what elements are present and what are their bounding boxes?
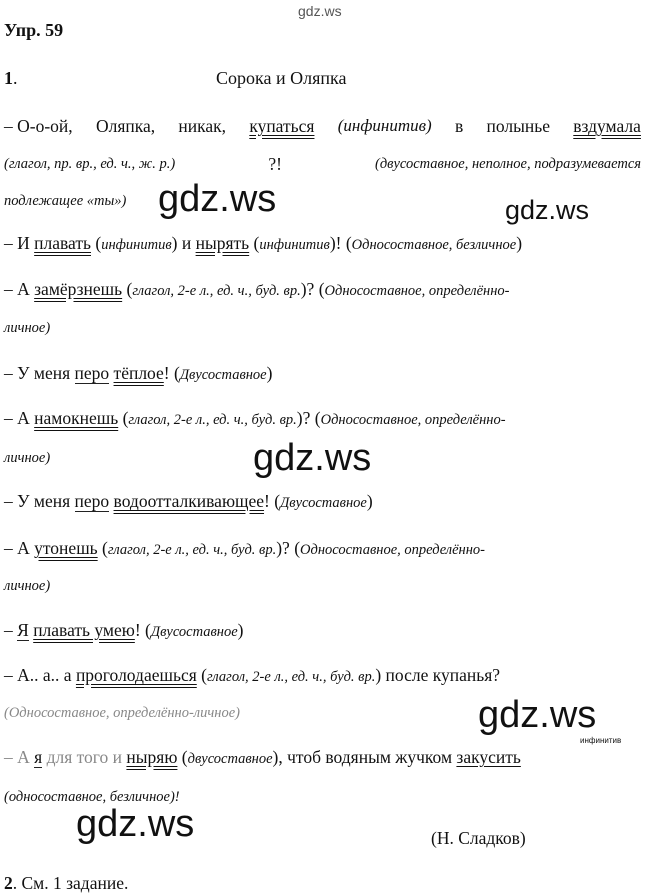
sentence-type-note: личное) bbox=[4, 450, 51, 466]
text: ) bbox=[266, 363, 273, 383]
story-title: Сорока и Оляпка bbox=[216, 68, 347, 88]
text: – У меня bbox=[4, 491, 75, 511]
text-line-8 bbox=[4, 407, 641, 431]
sentence-type-note: Двусоставное bbox=[280, 495, 367, 511]
text-line-13 bbox=[4, 619, 641, 643]
text: ( bbox=[118, 408, 129, 428]
text: )? ( bbox=[300, 279, 325, 299]
sentence-type-note: Односоставное, безличное bbox=[351, 237, 517, 253]
task-2-number: 2 bbox=[4, 873, 13, 893]
sentence-type-note: Двусоставное bbox=[150, 624, 238, 640]
sentence-type-note: (односоставное, безличное)! bbox=[4, 789, 180, 805]
task-2-text: . См. 1 задание. bbox=[12, 873, 129, 893]
task-number-dot: . bbox=[13, 68, 18, 88]
predicate-word: намокнешь bbox=[34, 408, 119, 428]
text-line-17 bbox=[4, 784, 641, 808]
grammar-note: (инфинитив) bbox=[337, 116, 432, 135]
grammar-note: инфинитив bbox=[259, 237, 330, 253]
text: ! ( bbox=[163, 363, 180, 383]
author: (Н. Сладков) bbox=[431, 828, 526, 848]
watermark: gdz.ws bbox=[76, 803, 195, 845]
text-line-5 bbox=[4, 278, 641, 302]
grammar-note: глагол, 2-е л., ед. ч., буд. вр. bbox=[107, 542, 277, 558]
sentence-type-note: Односоставное, определённо- bbox=[324, 283, 510, 299]
text: )! ( bbox=[329, 233, 352, 253]
word: – О-о-ой, bbox=[4, 116, 73, 136]
text: ) и bbox=[171, 233, 196, 253]
text: – И bbox=[4, 233, 35, 253]
watermark: gdz.ws bbox=[158, 178, 277, 220]
text: ( bbox=[90, 233, 102, 253]
text-line-14 bbox=[4, 664, 641, 688]
grammar-note: глагол, 2-е л., ед. ч., буд. вр. bbox=[206, 669, 376, 685]
subject-word: Я bbox=[17, 620, 29, 640]
text-line-4 bbox=[4, 232, 641, 256]
predicate-word: нырять bbox=[195, 233, 250, 253]
predicate-word: плавать умею bbox=[33, 620, 135, 640]
text-line-10 bbox=[4, 490, 641, 514]
text: для того и bbox=[42, 747, 127, 767]
watermark: gdz.ws bbox=[298, 3, 342, 19]
text-line-11 bbox=[4, 537, 641, 561]
text: ) bbox=[366, 491, 373, 511]
word: в bbox=[454, 116, 464, 136]
sentence-type-note: (двусоставное, неполное, подразумевается bbox=[375, 156, 641, 172]
text: – bbox=[4, 620, 18, 640]
text: ) после купанья? bbox=[375, 665, 501, 685]
text: ( bbox=[122, 279, 133, 299]
predicate-word: тёплое bbox=[113, 363, 164, 383]
text-line-3 bbox=[4, 188, 641, 212]
watermark: gdz.ws bbox=[505, 195, 590, 225]
predicate-word: ныряю bbox=[126, 747, 178, 767]
task-2 bbox=[4, 873, 128, 894]
text: ( bbox=[196, 665, 207, 685]
grammar-note: глагол, 2-е л., ед. ч., буд. вр. bbox=[132, 283, 301, 299]
predicate-word: закусить bbox=[456, 747, 521, 767]
subject-word: я bbox=[34, 747, 43, 767]
text: ) bbox=[237, 620, 244, 640]
text-line-16 bbox=[4, 746, 641, 770]
text-line-7 bbox=[4, 362, 641, 386]
sentence-type-note: (Односоставное, определённо-личное) bbox=[4, 705, 240, 721]
sentence-type-note: подлежащее «ты») bbox=[4, 193, 127, 209]
text: )? ( bbox=[276, 538, 301, 558]
text: – А bbox=[4, 747, 35, 767]
text-line-9 bbox=[4, 445, 641, 469]
exercise-heading: Упр. 59 bbox=[4, 20, 64, 40]
sentence-type-note: личное) bbox=[4, 320, 51, 336]
text: ! ( bbox=[134, 620, 151, 640]
sentence-type-note: двусоставное bbox=[187, 751, 273, 767]
grammar-note: инфинитив bbox=[101, 237, 172, 253]
punctuation: ?! bbox=[268, 154, 282, 174]
sentence-type-note: личное) bbox=[4, 578, 51, 594]
word: никак, bbox=[178, 116, 227, 136]
sentence-type-note: Односоставное, определённо- bbox=[300, 542, 486, 558]
text: ( bbox=[249, 233, 260, 253]
word: полынье bbox=[486, 116, 550, 136]
text-line-15 bbox=[4, 700, 641, 724]
text: ! ( bbox=[264, 491, 281, 511]
infinitive-label: инфинитив bbox=[580, 736, 622, 745]
watermark: gdz.ws bbox=[478, 694, 597, 736]
text: )? ( bbox=[296, 408, 321, 428]
text: ) bbox=[516, 233, 523, 253]
predicate-word: проголодаешься bbox=[75, 665, 197, 685]
predicate-word: плавать bbox=[34, 233, 91, 253]
text: – А bbox=[4, 408, 35, 428]
text: ( bbox=[97, 538, 108, 558]
text: – У меня bbox=[4, 363, 75, 383]
predicate-word: утонешь bbox=[34, 538, 98, 558]
predicate-word: замёрзнешь bbox=[34, 279, 123, 299]
subject-word: перо bbox=[74, 363, 110, 383]
sentence-type-note: Двусоставное bbox=[179, 367, 267, 383]
text-line-12 bbox=[4, 573, 641, 597]
word: Оляпка, bbox=[95, 116, 156, 136]
task-number-value: 1 bbox=[4, 68, 13, 88]
predicate-word: вздумала bbox=[573, 116, 641, 136]
watermark: gdz.ws bbox=[253, 437, 372, 479]
grammar-note: глагол, 2-е л., ед. ч., буд. вр. bbox=[128, 412, 297, 428]
predicate-word: купаться bbox=[249, 116, 315, 136]
text: – А bbox=[4, 538, 35, 558]
predicate-word: водоотталкивающее bbox=[113, 491, 265, 511]
grammar-note: (глагол, пр. вр., ед. ч., ж. р.) bbox=[4, 156, 176, 172]
text: ), чтоб водяным жучком bbox=[272, 747, 457, 767]
text-line-6 bbox=[4, 315, 641, 339]
subject-word: перо bbox=[74, 491, 110, 511]
text: – А bbox=[4, 279, 35, 299]
text: ( bbox=[177, 747, 188, 767]
text-line-2 bbox=[4, 153, 641, 175]
text: – А.. а.. а bbox=[4, 665, 76, 685]
task-number bbox=[4, 68, 18, 89]
text-line-1 bbox=[4, 115, 641, 137]
sentence-type-note: Односоставное, определённо- bbox=[320, 412, 506, 428]
